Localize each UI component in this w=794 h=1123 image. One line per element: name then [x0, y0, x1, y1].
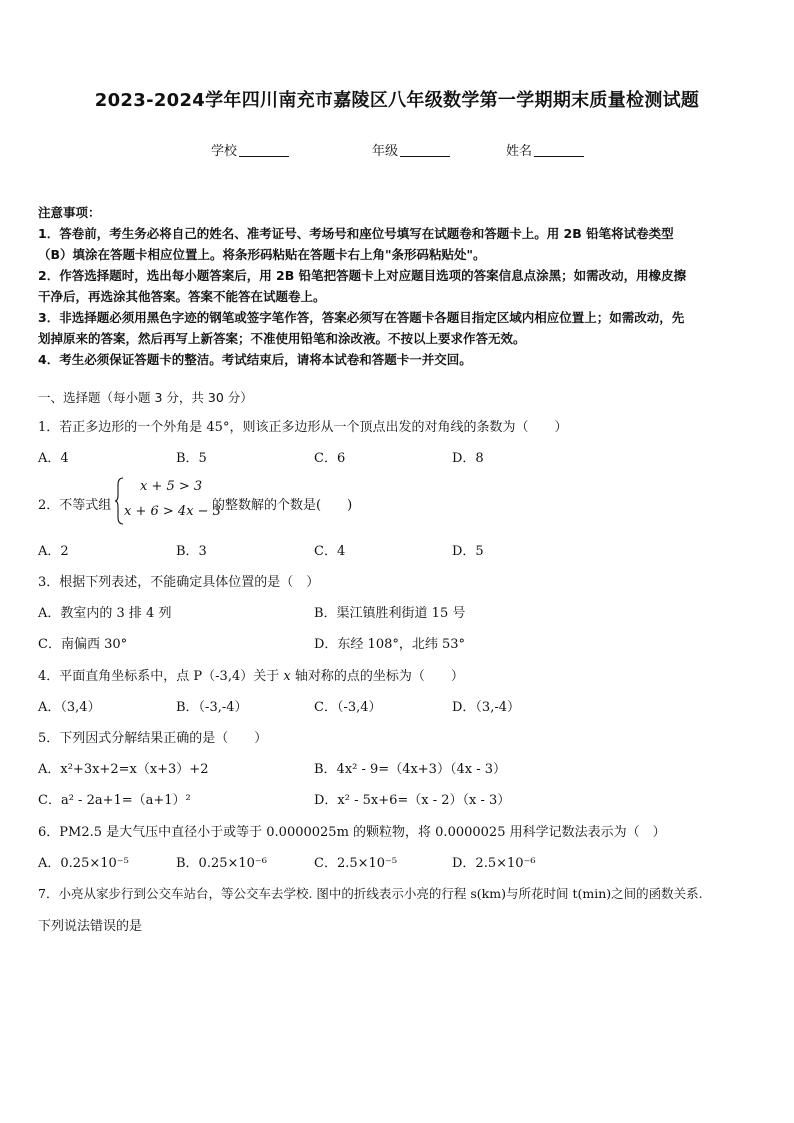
q1-option-b[interactable]: B．5: [176, 451, 207, 466]
q4-variable: x: [283, 669, 291, 684]
q2-option-d[interactable]: D．5: [452, 544, 484, 559]
notice-line: 2．作答选择题时，选出每小题答案后，用 2B 铅笔把答题卡上对应题目选项的答案信息点涂黑；如需改动，用橡皮擦: [38, 268, 687, 283]
notice-line: （B）填涂在答题卡相应位置上。将条形码粘贴在答题卡右上角"条形码粘贴处"。: [38, 247, 486, 262]
q2-option-b[interactable]: B．3: [176, 544, 207, 559]
notice-heading: 注意事项：: [38, 205, 101, 220]
q4-option-a[interactable]: A．（3,4）: [38, 700, 101, 715]
notice-line: 1．答卷前，考生务必将自己的姓名、准考证号、考场号和座位号填写在试题卷和答题卡上。用 2B 铅笔将试卷类型: [38, 226, 674, 241]
question-7-line-2: 下列说法错误的是: [38, 919, 143, 934]
grade-field: [372, 140, 450, 159]
page-title: 2023-2024学年四川南充市嘉陵区八年级数学第一学期期末质量检测试题: [94, 90, 700, 111]
inequality-2: x + 6 > 4x − 3: [124, 504, 221, 519]
q2-option-a[interactable]: A．2: [38, 544, 69, 559]
section-heading: 一、选择题（每小题 3 分，共 30 分）: [38, 390, 253, 405]
q5-option-d[interactable]: D．x² - 5x+6=（x - 2）（x - 3）: [314, 793, 511, 808]
q6-option-c[interactable]: C．2.5×10⁻⁵: [314, 856, 398, 871]
name-field: [506, 140, 584, 159]
school-field: [211, 140, 289, 159]
q1-option-d[interactable]: D．8: [452, 451, 484, 466]
q5-option-b[interactable]: B．4x² - 9=（4x+3）（4x - 3）: [314, 762, 506, 777]
grade-label: 年级: [372, 144, 399, 159]
q6-option-b[interactable]: B．0.25×10⁻⁶: [176, 856, 268, 871]
notice-line: 干净后，再选涂其他答案。答案不能答在试题卷上。: [38, 289, 326, 304]
question-3-stem: 3．根据下列表述，不能确定具体位置的是（ ）: [38, 575, 320, 590]
question-5-stem: 5．下列因式分解结果正确的是（ ）: [38, 731, 268, 746]
q3-option-d[interactable]: D．东经 108°，北纬 53°: [314, 637, 466, 652]
grade-blank[interactable]: [400, 144, 450, 157]
school-blank[interactable]: [239, 144, 289, 157]
name-blank[interactable]: [534, 144, 584, 157]
q3-option-c[interactable]: C．南偏西 30°: [38, 637, 128, 652]
q4-option-c[interactable]: C．（-3,4）: [314, 700, 382, 715]
question-4-stem: [38, 665, 464, 684]
q5-option-a[interactable]: A．x²+3x+2=x（x+3）+2: [38, 762, 209, 777]
question-7-line-1: 7．小亮从家步行到公交车站台，等公交车去学校. 图中的折线表示小亮的行程 s(km)与所花时间 t(min)之间的函数关系.: [38, 886, 703, 901]
question-6-stem: 6．PM2.5 是大气压中直径小于或等于 0.0000025m 的颗粒物，将 0.0000025 用科学记数法表示为（ ）: [38, 825, 666, 840]
q3-option-b[interactable]: B．渠江镇胜利街道 15 号: [314, 606, 466, 621]
question-1-stem: 1．若正多边形的一个外角是 45°，则该正多边形从一个顶点出发的对角线的条数为（ ）: [38, 420, 568, 435]
q1-option-a[interactable]: A．4: [38, 451, 69, 466]
q5-option-c[interactable]: C．a² - 2a+1=（a+1）²: [38, 793, 191, 808]
q2-option-c[interactable]: C．4: [314, 544, 346, 559]
q4-stem-a: 4．平面直角坐标系中，点 P（-3,4）关于: [38, 669, 284, 684]
q1-option-c[interactable]: C．6: [314, 451, 346, 466]
inequality-brace: [114, 477, 124, 525]
q6-option-d[interactable]: D．2.5×10⁻⁶: [452, 856, 536, 871]
question-2-prefix: 2．不等式组: [38, 498, 112, 513]
q4-option-d[interactable]: D．（3,-4）: [452, 700, 520, 715]
school-label: 学校: [211, 144, 238, 159]
question-2-suffix: 的整数解的个数是( ): [212, 498, 353, 513]
inequality-1: x + 5 > 3: [140, 479, 203, 494]
name-label: 姓名: [506, 144, 533, 159]
q6-option-a[interactable]: A．0.25×10⁻⁵: [38, 856, 129, 871]
notice-line: 3．非选择题必须用黑色字迹的钢笔或签字笔作答，答案必须写在答题卡各题目指定区域内相应位置上；如需改动，先: [38, 310, 685, 325]
notice-line: 划掉原来的答案，然后再写上新答案；不准使用铅笔和涂改液。不按以上要求作答无效。: [38, 331, 526, 346]
notice-line: 4．考生必须保证答题卡的整洁。考试结束后，请将本试卷和答题卡一并交回。: [38, 352, 472, 367]
q3-option-a[interactable]: A．教室内的 3 排 4 列: [38, 606, 172, 621]
q4-stem-b: 轴对称的点的坐标为（ ）: [290, 669, 464, 684]
q4-option-b[interactable]: B．（-3,-4）: [176, 700, 248, 715]
